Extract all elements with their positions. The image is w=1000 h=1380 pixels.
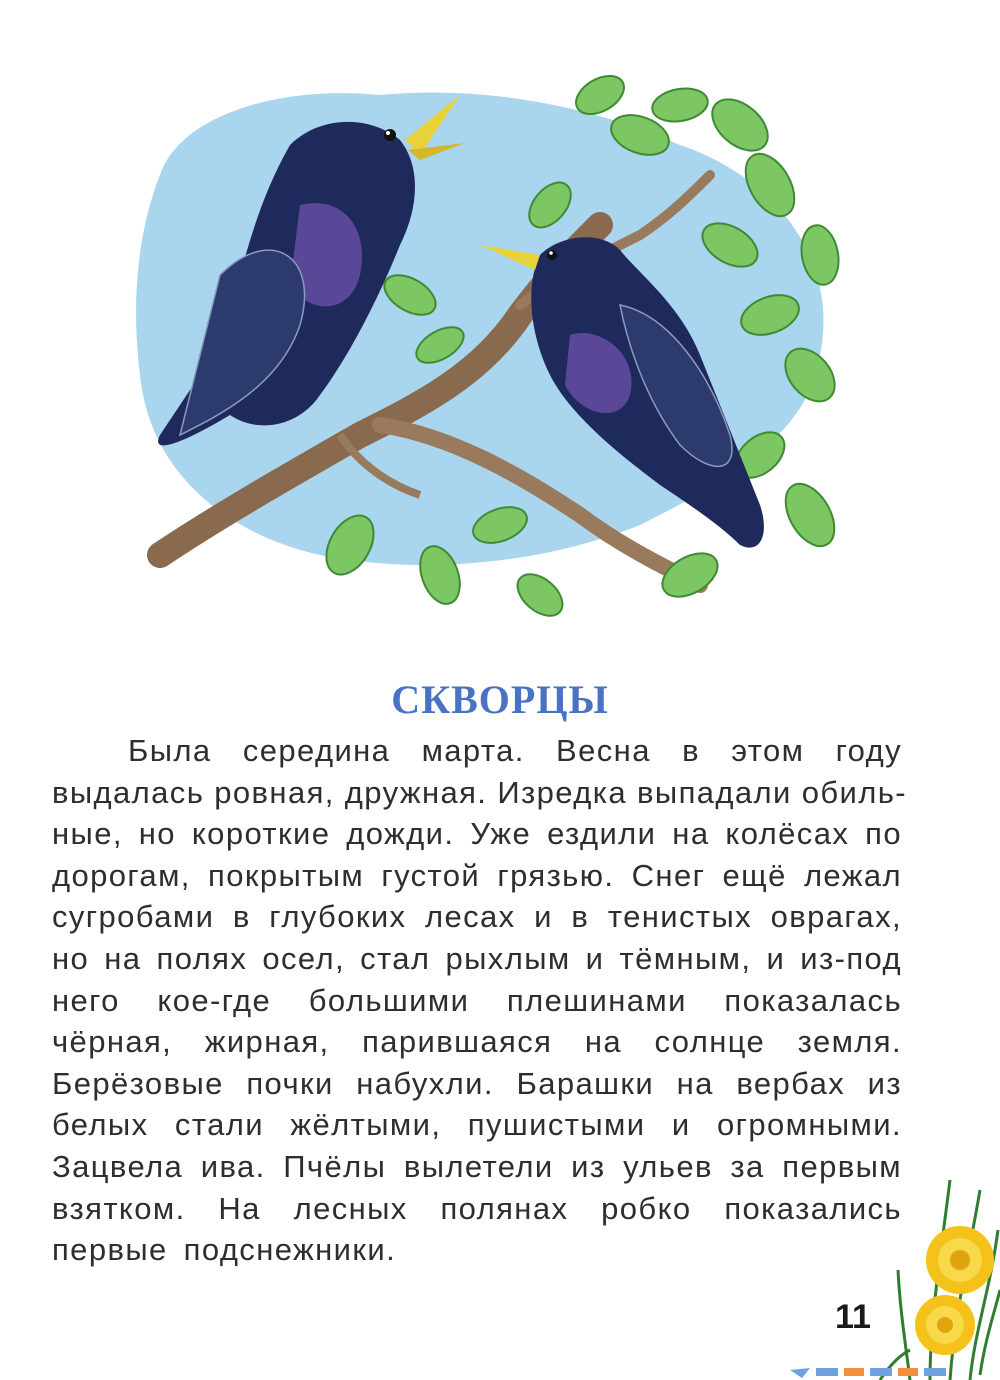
- paragraph-line: сугробами в глубоких лесах и в тенистых оврагах,: [52, 899, 902, 935]
- paragraph-line: него кое-где большими плешинами показалась: [52, 982, 902, 1018]
- page-number: 11: [835, 1298, 871, 1336]
- leaf: [650, 84, 711, 125]
- story-paragraph: [52, 730, 908, 1271]
- paragraph-line: но на полях осел, стал рыхлым и тёмным, и из-под: [52, 940, 902, 976]
- paragraph-line: чёрная, жирная, парившаяся на солнце земля.: [52, 1024, 902, 1060]
- page-title: СКВОРЦЫ: [391, 677, 609, 722]
- dandelion-flower: [915, 1295, 975, 1355]
- dandelion-flowers-decoration: [780, 1170, 1000, 1380]
- leaf: [776, 476, 845, 555]
- leaf: [510, 566, 570, 624]
- paragraph-line: Берёзовые почки набухли. Барашки на вербах из: [52, 1065, 902, 1101]
- decorative-border-strip: [790, 1368, 946, 1378]
- paragraph-line: белых стали жёлтыми, пушистыми и огромными.: [52, 1107, 902, 1143]
- paragraph-line: взятком. На лесных полянах робко показались: [52, 1190, 902, 1226]
- paragraph-line: выдалась ровная, дружная. Изредка выпадали обиль-: [52, 774, 908, 810]
- dandelion-flower: [926, 1226, 994, 1294]
- paragraph-line: первые подснежники.: [52, 1232, 397, 1268]
- leaf: [703, 89, 778, 161]
- paragraph-line: Была середина марта. Весна в этом году: [128, 733, 902, 768]
- paragraph-line: дорогам, покрытым густой грязью. Снег ещё лежал: [52, 857, 902, 893]
- paragraph-line: Зацвела ива. Пчёлы вылетели из ульев за первым: [52, 1148, 902, 1184]
- paragraph-line: ные, но короткие дожди. Уже ездили на колёсах по: [52, 816, 902, 852]
- two-starlings-on-branch-illustration: [120, 55, 880, 635]
- leaf: [655, 544, 725, 605]
